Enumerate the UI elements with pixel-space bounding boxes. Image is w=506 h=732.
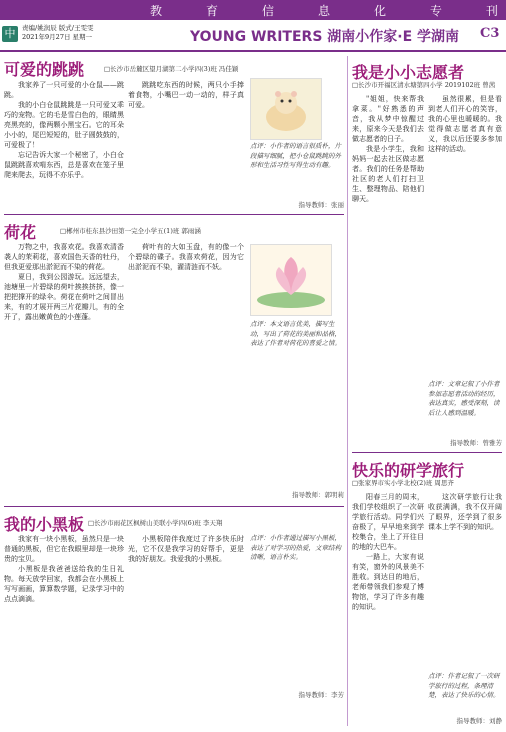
paragraph: 这次研学旅行让我收获满满，我不仅开阔了眼界，还学到了很多课本上学不到的知识。 xyxy=(428,493,502,531)
paragraph: 忘记告诉大家一个秘密了，小白仓鼠跳跳喜欢啃东西，总是喜欢在笼子里爬来爬去，玩得不亦乐乎。 xyxy=(4,151,124,179)
banner-char: 信 xyxy=(261,4,276,18)
banner-title xyxy=(150,2,500,19)
article-comment: 点评：小作者的语言很质朴，片段描写细腻，把小仓鼠跳跳的外形和生活习性写得生动有趣。 xyxy=(250,142,341,169)
paragraph: 虽然很累，但是看到老人们开心的笑容，我的心里也暖暖的。我觉得做志愿者真有意义，我以后还要多参加这样的活动。 xyxy=(428,95,502,153)
paragraph: 万物之中，我喜欢花。我喜欢清香袭人的茉莉花，喜欢国色天香的牡丹，但我更爱那出淤泥而不染的荷花。 xyxy=(4,243,124,271)
newspaper-logo-icon: 中 xyxy=(2,26,18,42)
edition-meta xyxy=(22,24,93,42)
article-body xyxy=(4,534,124,724)
paragraph: 一路上，大家有说有笑，窗外的风景美不胜收。到达目的地后，老师带领我们参观了博物馆，学习了许多有趣的知识。 xyxy=(352,553,424,611)
paragraph: 小黑板是我爸爸送给我的生日礼物。每天放学回家，我都会在小黑板上写写画画，算算数学题，记录学习中的点点滴滴。 xyxy=(4,565,124,603)
paragraph: 跳跳吃东西的时候，两只小手捧着食物，小嘴巴一动一动的，样子真可爱。 xyxy=(128,81,244,109)
article-body xyxy=(352,492,424,722)
article-body-col2 xyxy=(428,492,502,672)
article-comment: 点评：作者记叙了一次研学旅行的过程，条理清楚，表达了快乐的心情。 xyxy=(428,672,500,699)
section-divider xyxy=(4,214,344,215)
paragraph: 我是小学生，我和妈妈一起去社区做志愿者。我们的任务是帮助社区的老人们打扫卫生、整理物品、陪他们聊天。 xyxy=(352,145,424,203)
paragraph: 阳春三月的周末，我们学校组织了一次研学旅行活动。同学们兴奋极了，早早地来到学校集合，坐上了开往目的地的大巴车。 xyxy=(352,493,424,551)
article-title-tiaotiao: 可爱的跳跳 xyxy=(4,60,85,79)
paragraph: 我的小白仓鼠跳跳是一只可爱又乖巧的宠物。它的毛是雪白色的，眼睛黑亮黑亮的，像两颗小黑宝石。它的耳朵小小的，尾巴短短的，肚子圆鼓鼓的，可爱极了！ xyxy=(4,101,124,149)
advisor-credit: 指导教师：刘静 xyxy=(456,717,502,725)
header-rule xyxy=(0,50,506,52)
banner-char: 化 xyxy=(373,4,388,18)
paragraph: 夏日，我到公园游玩。远远望去，池塘里一片碧绿的荷叶挨挨挤挤，像一把把撑开的绿伞。荷花在荷叶之间冒出来，有的才展开两三片花瓣儿，有的全开了，露出嫩黄色的小莲蓬。 xyxy=(4,273,124,321)
page-number: C3 xyxy=(480,26,500,41)
article-title-hehua: 荷花 xyxy=(4,223,37,242)
advisor-credit: 指导教师：郭明莉 xyxy=(292,491,344,499)
advisor-credit: 指导教师：张丽 xyxy=(298,201,344,209)
paragraph: 小黑板陪伴我度过了许多快乐时光，它不仅是我学习的好帮手，更是我的好朋友。我爱我的小黑板。 xyxy=(128,535,244,563)
editor-line: 责编/姚润辰 版式/王雯雯 xyxy=(22,24,94,32)
article-body-col2 xyxy=(128,80,244,208)
advisor-credit: 指导教师：李芳 xyxy=(298,691,344,699)
paragraph: 我家有一块小黑板，虽然只是一块普通的黑板，但它在我眼里却是一块珍贵的宝贝。 xyxy=(4,535,124,563)
lotus-illustration xyxy=(250,244,332,316)
article-comment: 点评：本文语言优美，描写生动，写出了荷花的美丽和品格，表达了作者对荷花的喜爱之情。 xyxy=(250,320,341,347)
article-title-heiban: 我的小黑板 xyxy=(4,515,85,534)
masthead: YOUNG WRITERS 湖南小作家·E 学湖南 xyxy=(190,29,460,45)
banner-char: 息 xyxy=(317,4,332,18)
date-line: 2021年9月27日 星期一 xyxy=(22,33,93,41)
article-byline: □长沙市雨花区枫树山美联小学四(6)班 李天翔 xyxy=(88,519,223,527)
section-divider xyxy=(4,506,344,507)
article-byline: □郴州市桂东县沙田第一完全小学五(1)班 郭雨涵 xyxy=(60,227,201,235)
article-body xyxy=(4,242,124,492)
article-body-col2 xyxy=(128,534,244,724)
article-title-study-trip: 快乐的研学旅行 xyxy=(352,461,465,480)
article-byline: □长沙市开福区清水塘第四小学 2019102班 曾茜 xyxy=(352,81,496,89)
article-byline: □长沙市岳麓区望月湖第二小学四(3)班 冯佳颖 xyxy=(104,65,239,73)
article-comment: 点评：小作者通过描写小黑板，表达了对学习的热爱，文章结构清晰，语言朴实。 xyxy=(250,534,341,561)
banner-char: 专 xyxy=(429,4,444,18)
article-body-col2 xyxy=(128,242,244,492)
article-title-volunteer: 我是小小志愿者 xyxy=(352,63,465,82)
paragraph: "姐姐，快来帮我拿菜。"好熟悉的声音，我从梦中惊醒过来，原来今天是我们去做志愿者的日子。 xyxy=(352,95,424,143)
article-body xyxy=(352,94,424,430)
article-comment: 点评：文章记叙了小作者参加志愿者活动的经历，表达真实，感受深刻，读后让人感到温暖。 xyxy=(428,380,500,417)
column-separator xyxy=(347,56,348,726)
paragraph: 我家养了一只可爱的小仓鼠——跳跳。 xyxy=(4,81,124,99)
banner-char: 育 xyxy=(205,4,220,18)
paragraph: 荷叶有的大如玉盘，有的像一个个碧绿的碟子。我喜欢荷花，因为它出淤泥而不染，濯清涟而不妖。 xyxy=(128,243,244,271)
banner-char: 教 xyxy=(150,4,165,18)
hamster-illustration xyxy=(250,78,322,140)
section-divider xyxy=(352,452,502,453)
article-body xyxy=(4,80,124,208)
advisor-credit: 指导教师：曾雅芳 xyxy=(450,439,502,447)
article-byline: □张家界市实小学北校(2)班 周思齐 xyxy=(352,479,454,487)
banner-char: 刊 xyxy=(485,4,500,18)
